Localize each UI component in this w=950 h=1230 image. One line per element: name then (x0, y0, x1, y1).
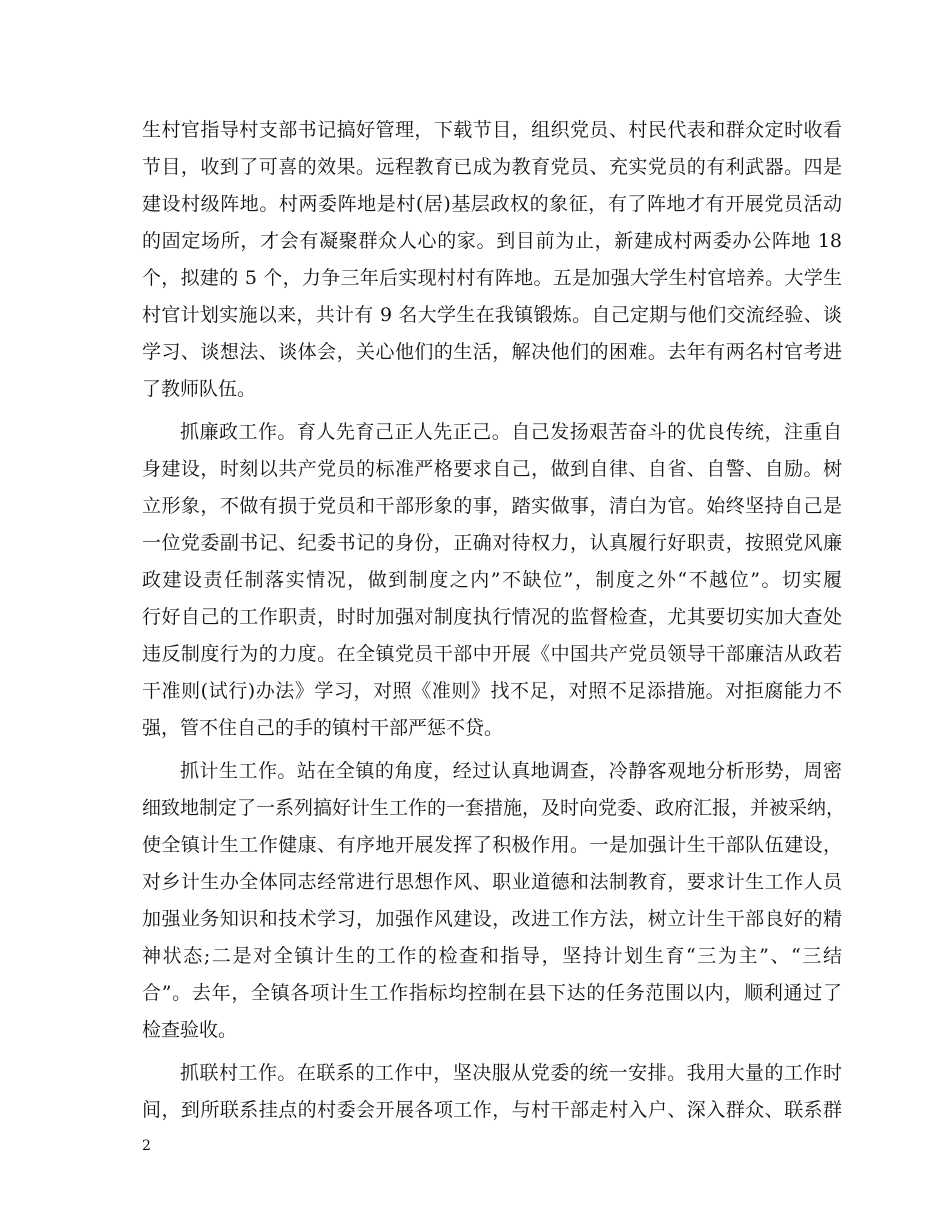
text-line: 细致地制定了一系列搞好计生工作的一套措施，及时向党委、政府汇报，并被采纳， (142, 797, 846, 819)
text-line: 身建设，时刻以共产党员的标准严格要求自己，做到自律、自省、自警、自励。树 (142, 458, 842, 480)
text-line: 建设村级阵地。村两委阵地是村(居)基层政权的象征，有了阵地才有开展党员活动 (142, 193, 842, 215)
text-line: 检查验收。 (142, 1019, 238, 1041)
text-line: 抓廉政工作。育人先育己正人先正己。自己发扬艰苦奋斗的优良传统，注重自 (180, 421, 842, 443)
text-line: 立形象，不做有损于党员和干部形象的事，踏实做事，清白为官。始终坚持自己是 (142, 495, 842, 517)
text-line: 使全镇计生工作健康、有序地开展发挥了积极作用。一是加强计生干部队伍建设， (142, 834, 842, 856)
text-line: 生村官指导村支部书记搞好管理，下载节目，组织党员、村民代表和群众定时收看 (142, 119, 842, 141)
text-line: 间，到所联系挂点的村委会开展各项工作，与村干部走村入户、深入群众、联系群 (142, 1099, 842, 1121)
text-line: 加强业务知识和技术学习，加强作风建设，改进工作方法，树立计生干部良好的精 (142, 908, 842, 930)
text-line: 对乡计生办全体同志经常进行思想作风、职业道德和法制教育，要求计生工作人员 (142, 871, 842, 893)
text-line: 行好自己的工作职责，时时加强对制度执行情况的监督检查，尤其要切实加大查处 (142, 606, 842, 628)
text-line: 一位党委副书记、纪委书记的身份，正确对待权力，认真履行好职责，按照党风廉 (142, 532, 842, 554)
text-line: 个，拟建的 5 个，力争三年后实现村村有阵地。五是加强大学生村官培养。大学生 (142, 267, 842, 289)
page-number: 2 (142, 1138, 151, 1154)
text-line: 合”。去年，全镇各项计生工作指标均控制在县下达的任务范围以内，顺利通过了 (142, 982, 842, 1004)
text-line: 强，管不住自己的手的镇村干部严惩不贷。 (142, 717, 504, 739)
text-line: 违反制度行为的力度。在全镇党员干部中开展《中国共产党员领导干部廉洁从政若 (142, 643, 842, 665)
text-line: 抓计生工作。站在全镇的角度，经过认真地调查，冷静客观地分析形势，周密 (180, 760, 842, 782)
text-line: 节目，收到了可喜的效果。远程教育已成为教育党员、充实党员的有利武器。四是 (142, 156, 842, 178)
text-line: 干准则(试行)办法》学习，对照《准则》找不足，对照不足添措施。对拒腐能力不 (142, 680, 842, 702)
text-line: 神状态;二是对全镇计生的工作的检查和指导，坚持计划生育“三为主”、“三结 (142, 945, 842, 967)
text-line: 学习、谈想法、谈体会，关心他们的生活，解决他们的困难。去年有两名村官考进 (142, 341, 842, 363)
text-line: 的固定场所，才会有凝聚群众人心的家。到目前为止，新建成村两委办公阵地 18 (142, 230, 842, 252)
text-line: 政建设责任制落实情况，做到制度之内”不缺位”，制度之外“不越位”。切实履 (142, 569, 842, 591)
text-line: 了教师队伍。 (142, 378, 257, 400)
text-line: 抓联村工作。在联系的工作中，坚决服从党委的统一安排。我用大量的工作时 (180, 1062, 842, 1084)
text-line: 村官计划实施以来，共计有 9 名大学生在我镇锻炼。自己定期与他们交流经验、谈 (142, 304, 842, 326)
document-body (142, 112, 846, 1129)
